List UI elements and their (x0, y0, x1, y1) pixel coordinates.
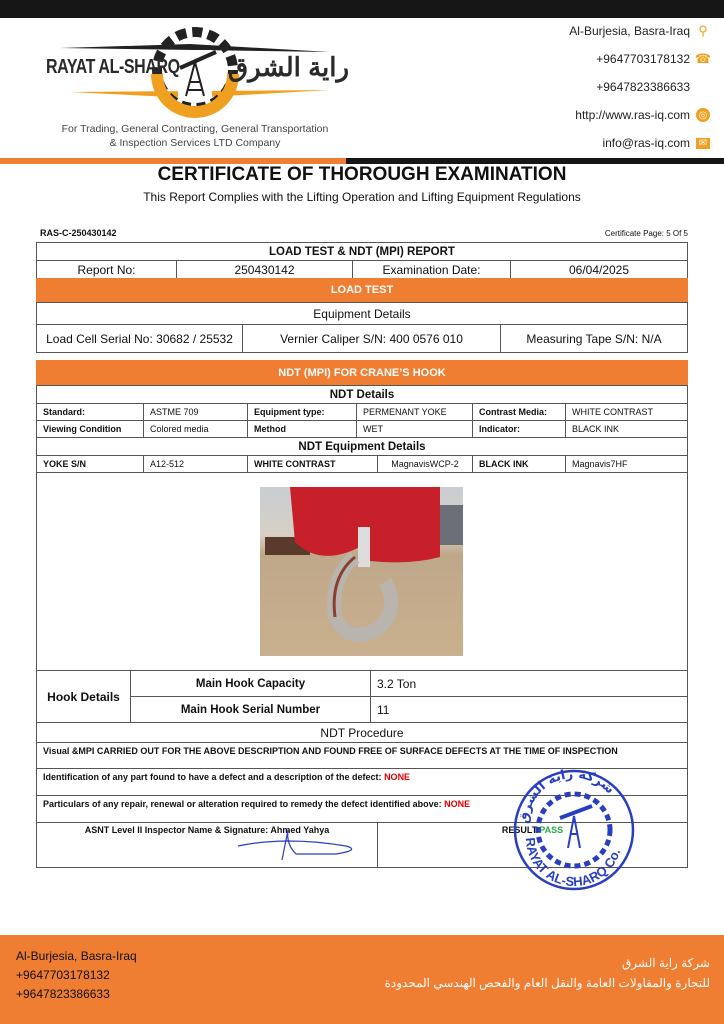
exam-date-label: Examination Date: (352, 260, 511, 279)
hook-serial-label: Main Hook Serial Number (130, 696, 371, 723)
yoke-sn-label: YOKE S/N (36, 455, 144, 473)
white-contrast-value: MagnavisWCP-2 (377, 455, 473, 473)
footer-address: Al-Burjesia, Basra-Iraq (16, 949, 137, 963)
repair-value: NONE (444, 799, 471, 809)
black-ink-label: BLACK INK (472, 455, 566, 473)
footer-ar-line1: شركة راية الشرق (621, 956, 710, 970)
phone-icon: ☎ (694, 51, 712, 66)
procedure-visual: Visual &MPI CARRIED OUT FOR THE ABOVE DESCRIPTION AND FOUND FREE OF SURFACE DEFECTS AT THE TIME OF INSPECTION (36, 742, 688, 769)
ndt-heading: NDT (MPI) FOR CRANE’S HOOK (36, 360, 688, 385)
footer-ar-line2: للتجارة والمقاولات العامة والنقل العام والفحص الهندسي المحدودة (384, 976, 710, 990)
contact-website[interactable]: http://www.ras-iq.com ◎ (575, 108, 710, 122)
yoke-sn-value: A12-512 (143, 455, 248, 473)
inspector-name: ASNT Level II Inspector Name & Signature: Ahmed Yahya (36, 822, 378, 868)
tagline-line: For Trading, General Contracting, General Transportation (61, 123, 329, 135)
result: RESULT: PASS (377, 822, 688, 868)
black-ink-value: Magnavis7HF (565, 455, 688, 473)
stamp-text-ar: شركة راية الشرق (516, 768, 618, 825)
result-value: PASS (539, 825, 564, 835)
top-bar (0, 0, 724, 18)
white-contrast-label: WHITE CONTRAST (247, 455, 378, 473)
stamp-text-en: RAYAT AL-SHARQ Co. (522, 836, 624, 890)
footer-phone1: +9647703178132 (16, 968, 110, 982)
location-pin-icon: ⚲ (698, 23, 708, 38)
company-stamp (512, 768, 636, 892)
tagline-line: & Inspection Services LTD Company (109, 137, 281, 149)
company-tagline (40, 122, 350, 150)
hook-capacity-value: 3.2 Ton (370, 670, 688, 697)
equipment-details-heading: Equipment Details (36, 302, 688, 325)
load-cell-serial: Load Cell Serial No: 30682 / 25532 (36, 324, 243, 353)
page-title: CERTIFICATE OF THOROUGH EXAMINATION (157, 164, 567, 185)
contact-phone1: +9647703178132 ☎ (596, 51, 712, 66)
contact-address: Al-Burjesia, Basra-Iraq ⚲ (569, 24, 710, 38)
procedure-identification: Identification of any part found to have a defect and a description of the defect: NONE (36, 768, 688, 796)
ndt-procedure-heading: NDT Procedure (36, 722, 688, 743)
indicator-value: BLACK INK (565, 420, 688, 438)
ndt-details-heading: NDT Details (36, 385, 688, 404)
hook-photo (260, 487, 463, 656)
standard-value: ASTME 709 (143, 403, 248, 421)
hook-capacity-label: Main Hook Capacity (130, 670, 371, 697)
method-label: Method (247, 420, 357, 438)
hook-details-label: Hook Details (36, 670, 131, 723)
certificate-number: RAS-C-250430142 (40, 228, 117, 238)
identification-value: NONE (384, 772, 411, 782)
hook-serial-value: 11 (370, 696, 688, 723)
page-subtitle: This Report Complies with the Lifting Operation and Lifting Equipment Regulations (143, 190, 581, 204)
logo-text-en: RAYAT AL-SHARQ (46, 56, 180, 78)
load-test-heading: LOAD TEST (36, 278, 688, 302)
ndt-equipment-heading: NDT Equipment Details (36, 437, 688, 456)
footer-phone2: +9647823386633 (16, 987, 110, 1001)
footer-contact (16, 947, 137, 1004)
contact-email[interactable]: info@ras-iq.com ✉ (602, 136, 710, 150)
procedure-repair: Particulars of any repair, renewal or alteration required to remedy the defect identified above: NONE (36, 795, 688, 823)
indicator-label: Indicator: (472, 420, 566, 438)
logo-text-ar: راية الشرق (228, 52, 350, 82)
equipment-type-value: PERMENANT YOKE (356, 403, 473, 421)
method-value: WET (356, 420, 473, 438)
report-heading: LOAD TEST & NDT (MPI) REPORT (36, 242, 688, 261)
contact-phone2: +9647823386633 (596, 80, 690, 94)
standard-label: Standard: (36, 403, 144, 421)
globe-icon: ◎ (696, 108, 710, 122)
vernier-caliper-serial: Vernier Caliper S/N: 400 0576 010 (242, 324, 501, 353)
report-no-value: 250430142 (176, 260, 353, 279)
contrast-media-label: Contrast Media: (472, 403, 566, 421)
contrast-media-value: WHITE CONTRAST (565, 403, 688, 421)
exam-date-value: 06/04/2025 (510, 260, 688, 279)
viewing-condition-label: Viewing Condition (36, 420, 144, 438)
viewing-condition-value: Colored media (143, 420, 248, 438)
equipment-type-label: Equipment type: (247, 403, 357, 421)
envelope-icon: ✉ (696, 138, 710, 149)
certificate-page: Certificate Page: 5 Of 5 (604, 229, 688, 238)
footer-company-ar (385, 953, 710, 993)
report-no-label: Report No: (36, 260, 177, 279)
measuring-tape-serial: Measuring Tape S/N: N/A (500, 324, 688, 353)
inspector-signature (236, 824, 366, 864)
